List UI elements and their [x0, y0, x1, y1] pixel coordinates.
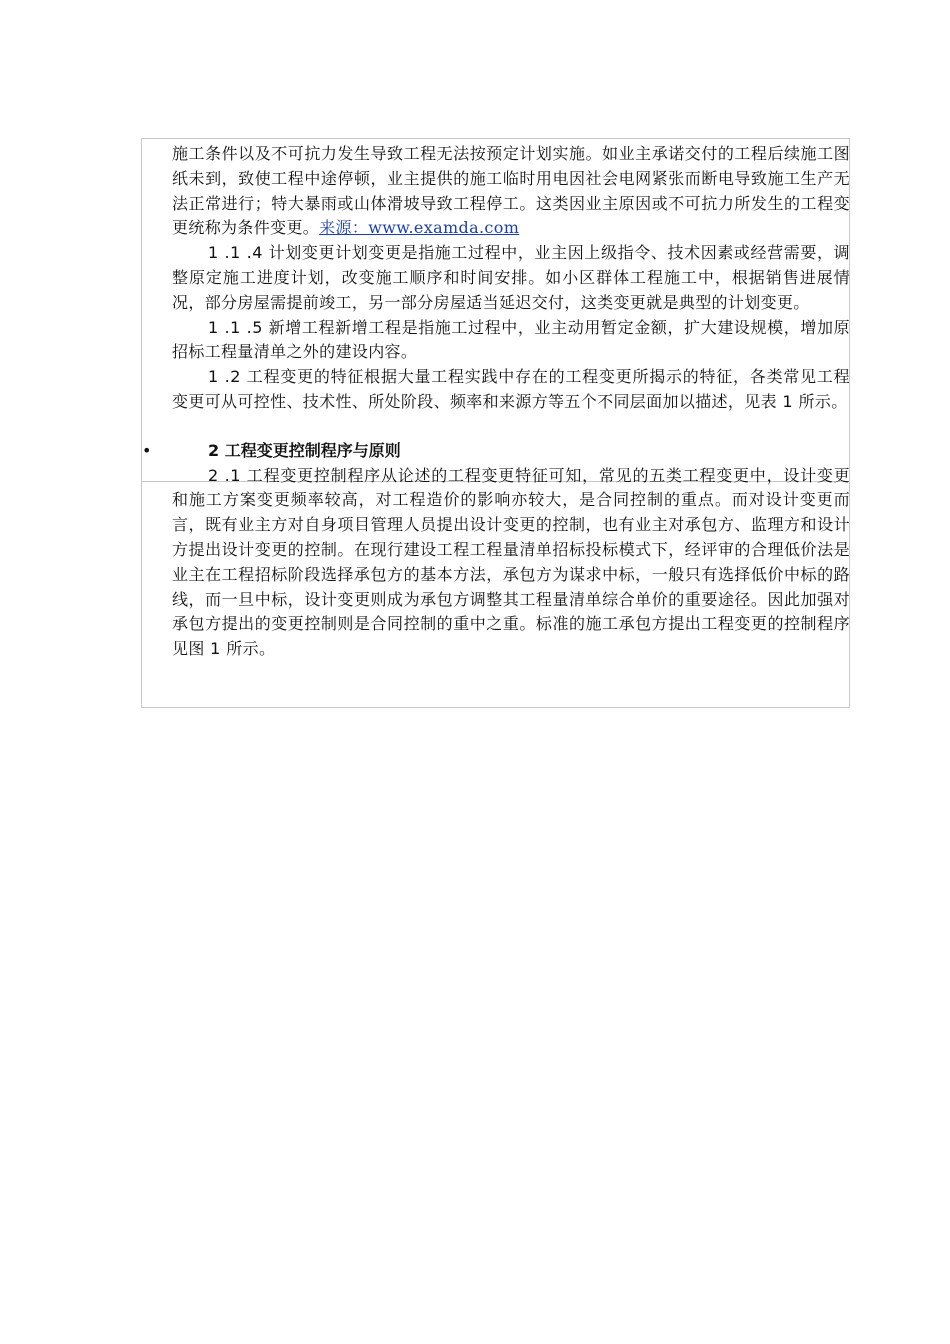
bullet-icon: • — [142, 440, 152, 460]
section-number: 1 .1 .4 — [208, 243, 263, 263]
section-number: 2 .1 — [208, 465, 241, 485]
spacer — [172, 415, 850, 439]
figure-reference: 1 — [210, 639, 221, 659]
paragraph-text: 新增工程新增工程是指施工过程中，业主动用暂定金额，扩大建设规模，增加原招标工程量清单之外的建设内容。 — [172, 317, 850, 362]
heading-number: 2 — [208, 440, 220, 460]
document-body — [142, 142, 850, 662]
paragraph-text: 工程变更的特征根据大量工程实践中存在的工程变更所揭示的特征，各类常见工程变更可从可控性、技术性、所处阶段、频率和来源方等五个不同层面加以描述，见表 — [172, 367, 850, 411]
paragraph-text: 工程变更控制程序从论述的工程变更特征可知，常见的五类工程变更中，设计变更和施工方案变更频率较高，对工程造价的影响亦较大，是合同控制的重点。而对设计变更而言，既有业主方对自身项目管理人员提出设计变更的控制，也有业主对承包方、监理方和设计方提出设计变更的控制。在现行建设工程工程量清单招标投标模式下，经评审的合理低价法是业主在工程招标阶段选择承包方的基本方法，承包方为谋求中标，一般只有选择低价中标的路线，而一旦中标，设计变更则成为承包方调整其工程量清单综合单价的重要途径。因此加强对承包方提出的变更控制则是合同控制的重中之重。标准的施工承包方提出工程变更的控制程序见图 — [172, 465, 850, 659]
table-reference: 1 — [782, 391, 794, 411]
section-heading — [142, 439, 850, 464]
source-link[interactable]: 来源：www.examda.com — [319, 218, 520, 238]
section-number: 1 .2 — [208, 367, 241, 387]
paragraph-condition-change — [172, 142, 850, 241]
paragraph-change-features — [172, 365, 850, 415]
paragraph-text: 所示。 — [220, 639, 276, 659]
paragraph-text: 施工条件以及不可抗力发生导致工程无法按预定计划实施。如业主承诺交付的工程后续施工图纸未到，致使工程中途停顿，业主提供的施工临时用电因社会电网紧张而断电导致施工生产无法正常进行；特大暴雨或山体滑坡导致工程停工。这类因业主原因或不可抗力所发生的工程变更统称为条件变更。 — [172, 144, 850, 238]
heading-text: 工程变更控制程序与原则 — [219, 440, 401, 460]
paragraph-new-work — [172, 316, 850, 366]
paragraph-plan-change — [172, 241, 850, 315]
paragraph-control-procedure — [172, 464, 850, 662]
paragraph-text: 所示。 — [793, 391, 848, 411]
section-number: 1 .1 .5 — [208, 317, 263, 337]
paragraph-text: 计划变更计划变更是指施工过程中，业主因上级指令、技术因素或经营需要，调整原定施工进度计划，改变施工顺序和时间安排。如小区群体工程施工中，根据销售进展情况，部分房屋需提前竣工，另一部分房屋适当延迟交付，这类变更就是典型的计划变更。 — [172, 243, 850, 312]
